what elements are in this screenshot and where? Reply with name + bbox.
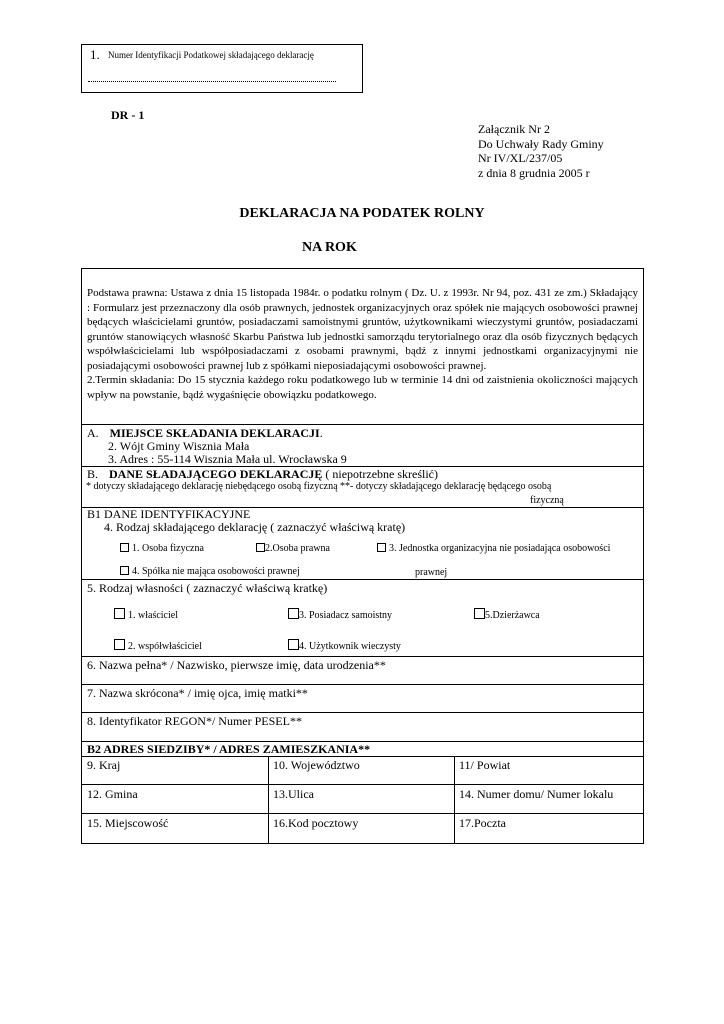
nip-number: 1. bbox=[90, 47, 100, 62]
ownership-owner[interactable] bbox=[114, 608, 178, 621]
option-label: 5.Dzierżawca bbox=[485, 610, 540, 621]
ownership-possessor[interactable] bbox=[288, 608, 392, 621]
nip-input-line[interactable] bbox=[88, 81, 336, 82]
checkbox[interactable] bbox=[474, 608, 485, 619]
q7-field[interactable]: 7. Nazwa skrócona* / imię ojca, imię matki** bbox=[87, 686, 308, 700]
section-a-address: 3. Adres : 55-114 Wisznia Mała ul. Wrocławska 9 bbox=[108, 452, 347, 466]
section-b-heading bbox=[87, 467, 438, 482]
section-a-title: MIEJSCE SKŁADANIA DEKLARACJI bbox=[109, 426, 320, 440]
section-b-title: DANE SŁADAJĄCEGO DEKLARACJĘ bbox=[109, 467, 323, 481]
b1-title: B1 DANE IDENTYFIKACYJNE bbox=[87, 507, 251, 521]
option-label: 1. Osoba fizyczna bbox=[132, 543, 204, 554]
option-legal-person[interactable] bbox=[256, 543, 330, 554]
option-label: 2.Osoba prawna bbox=[265, 543, 330, 554]
section-b-footnote-cont: fizyczną bbox=[530, 495, 564, 506]
ownership-lessee[interactable] bbox=[474, 608, 540, 621]
grid-divider bbox=[454, 756, 455, 843]
divider bbox=[81, 656, 644, 657]
q5-label: 5. Rodzaj własności ( zaznaczyć właściwą kratkę) bbox=[87, 581, 328, 595]
attachment-info bbox=[478, 122, 604, 180]
checkbox[interactable] bbox=[377, 543, 386, 552]
q8-field[interactable]: 8. Identyfikator REGON*/ Numer PESEL** bbox=[87, 714, 302, 728]
option-label: 2. współwłaściciel bbox=[128, 641, 202, 652]
checkbox[interactable] bbox=[114, 608, 125, 619]
section-a-recipient: 2. Wójt Gminy Wisznia Mała bbox=[108, 439, 250, 453]
commune-field[interactable]: 12. Gmina bbox=[87, 787, 138, 801]
section-b-letter: B. bbox=[87, 467, 99, 481]
page-title: DEKLARACJA NA PODATEK ROLNY bbox=[239, 206, 485, 221]
divider bbox=[81, 684, 644, 685]
divider bbox=[81, 813, 644, 814]
ownership-perpetual-user[interactable] bbox=[288, 639, 401, 652]
option-natural-person[interactable] bbox=[120, 543, 204, 554]
checkbox[interactable] bbox=[114, 639, 125, 650]
attachment-line: Do Uchwały Rady Gminy bbox=[478, 136, 604, 151]
option-org-unit-cont: prawnej bbox=[415, 567, 448, 578]
divider bbox=[81, 784, 644, 785]
divider bbox=[81, 424, 644, 425]
option-label: 1. właściciel bbox=[128, 610, 178, 621]
checkbox[interactable] bbox=[256, 543, 265, 552]
deadline-text: 2.Termin składania: Do 15 stycznia każdego roku podatkowego lub w terminie 14 dni od zaistnienia okoliczności mających wpływ na powstanie, bądź wygaśnięcie obowiązku podatkowego. bbox=[87, 374, 638, 401]
option-label: 4. Użytkownik wieczysty bbox=[299, 641, 401, 652]
voivodeship-field[interactable]: 10. Województwo bbox=[273, 758, 360, 772]
postal-code-field[interactable]: 16.Kod pocztowy bbox=[273, 816, 359, 830]
house-number-field[interactable]: 14. Numer domu/ Numer lokalu bbox=[459, 787, 614, 801]
divider bbox=[81, 579, 644, 580]
street-field[interactable]: 13.Ulica bbox=[273, 787, 314, 801]
option-label: 3. Jednostka organizacyjna nie posiadająca osobowości bbox=[389, 543, 611, 554]
county-field[interactable]: 11/ Powiat bbox=[459, 758, 511, 772]
city-field[interactable]: 15. Miejscowość bbox=[87, 816, 169, 830]
legal-basis-text: Podstawa prawna: Ustawa z dnia 15 listopada 1984r. o podatku rolnym ( Dz. U. z 1993r. Nr 94, poz. 431 ze zm.) Składający : Formularz jest przeznaczony dla osób prawnych, jednostek organizacyjnych oraz spółek nie mających osobowości prawnej będących właścicielami gruntów, posiadaczami samoistnymi gruntów, użytkownikami wieczystymi gruntów, posiadaczami gruntów stanowiących własność Skarbu Państwa lub jednostki samorządu terytorialnego oraz dla osób fizycznych będących współwłaścicielami lub współposiadaczami z osobami prawnymi, bądź z innymi jednostkami organizacyjnymi nie posiadającymi osobowości prawnej lub z spółkami nieposiadającymi osobowości prawnej. bbox=[87, 287, 638, 372]
checkbox[interactable] bbox=[120, 543, 129, 552]
checkbox[interactable] bbox=[288, 608, 299, 619]
q4-label: 4. Rodzaj składającego deklarację ( zaznaczyć właściwą kratę) bbox=[104, 520, 406, 534]
checkbox[interactable] bbox=[120, 566, 129, 575]
attachment-line: z dnia 8 grudnia 2005 r bbox=[478, 165, 590, 180]
attachment-line: Załącznik Nr 2 bbox=[478, 122, 550, 136]
section-b-note: ( niepotrzebne skreślić) bbox=[322, 467, 438, 481]
attachment-line: Nr IV/XL/237/05 bbox=[478, 151, 563, 165]
nip-label: Numer Identyfikacji Podatkowej składającego deklarację bbox=[108, 50, 314, 60]
legal-basis bbox=[87, 286, 638, 402]
ownership-coowner[interactable] bbox=[114, 639, 202, 652]
option-partnership[interactable] bbox=[120, 566, 300, 577]
q6-field[interactable]: 6. Nazwa pełna* / Nazwisko, pierwsze imię, data urodzenia** bbox=[87, 658, 386, 672]
checkbox[interactable] bbox=[288, 639, 299, 650]
page-subtitle: NA ROK bbox=[302, 240, 357, 255]
section-b-footnote: * dotyczy składającego deklarację niebędącego osobą fizyczną **- dotyczy składającego deklarację będącego osobą bbox=[86, 481, 552, 492]
section-a-letter: A. bbox=[87, 426, 99, 440]
divider bbox=[81, 712, 644, 713]
form-code: DR - 1 bbox=[111, 108, 145, 122]
section-a-dot: . bbox=[319, 426, 323, 440]
option-label: 3. Posiadacz samoistny bbox=[299, 610, 393, 621]
country-field[interactable]: 9. Kraj bbox=[87, 758, 121, 772]
option-label: 4. Spółka nie mająca osobowości prawnej bbox=[132, 566, 300, 577]
option-org-unit[interactable] bbox=[377, 543, 610, 554]
nip-box bbox=[81, 44, 363, 93]
post-office-field[interactable]: 17.Poczta bbox=[459, 816, 506, 830]
b2-title: B2 ADRES SIEDZIBY* / ADRES ZAMIESZKANIA** bbox=[87, 742, 371, 756]
grid-divider bbox=[268, 756, 269, 843]
